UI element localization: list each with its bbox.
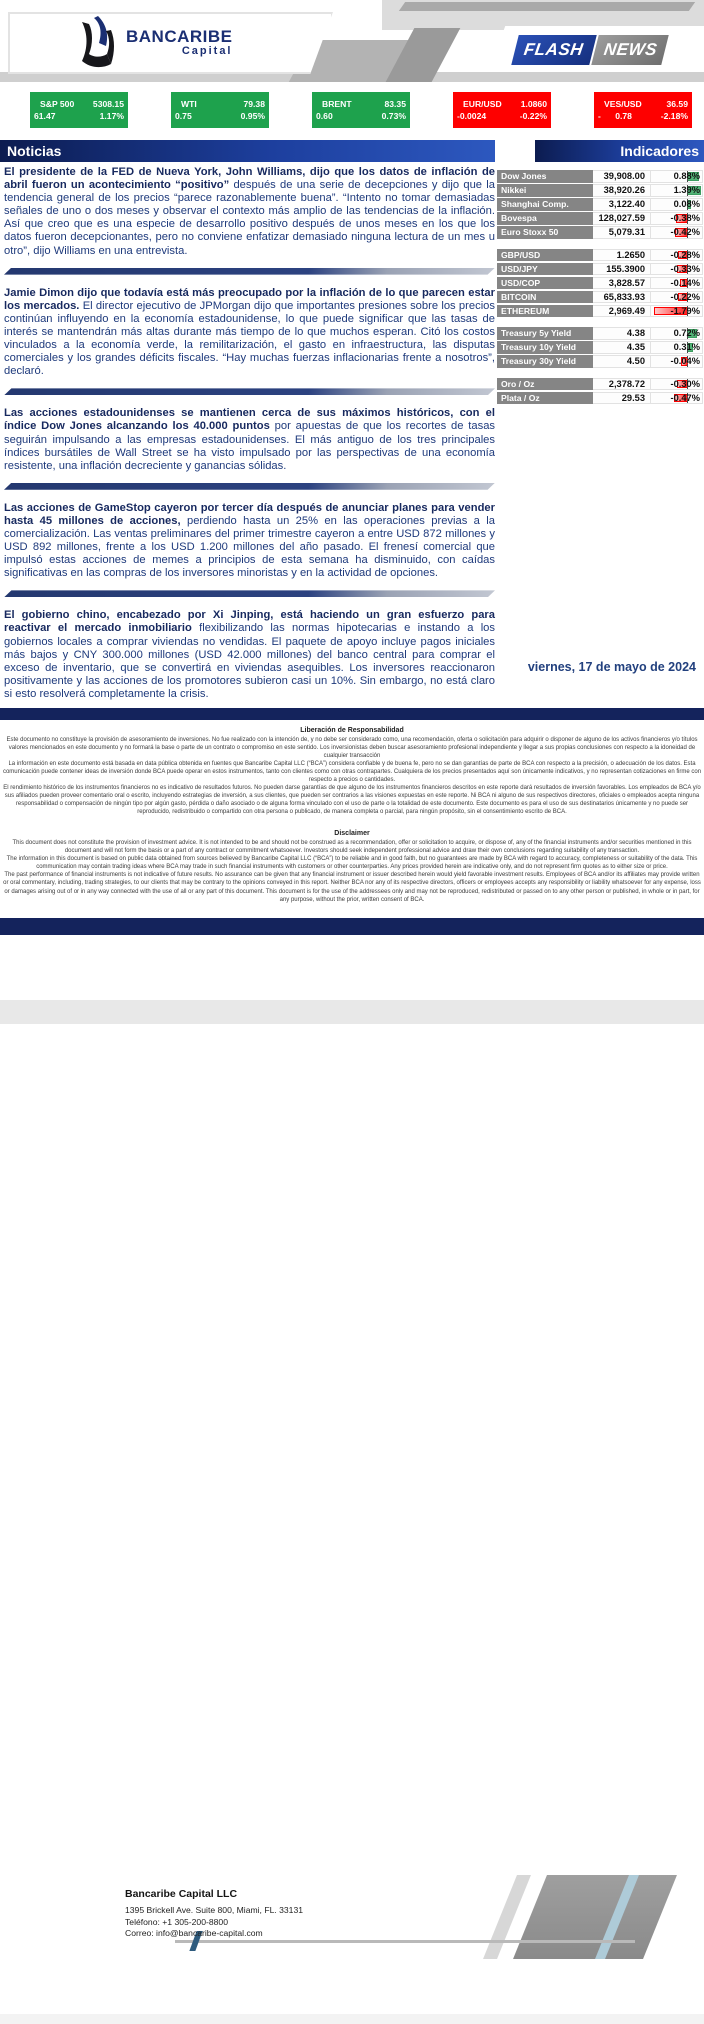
indicator-label: GBP/USD (497, 249, 593, 262)
indicator-row (497, 170, 703, 183)
flash-label: FLASH (523, 40, 586, 59)
indicator-value: 3,122.40 (593, 198, 651, 211)
indicator-change-cell (651, 378, 703, 391)
ticker-top-row (594, 98, 692, 110)
disclaimer-en-title: Disclaimer (334, 830, 370, 838)
ticker-name: BRENT (322, 99, 352, 109)
ticker-name: VES/USD (604, 99, 642, 109)
ticker-change: - 0.78 (598, 111, 632, 121)
indicator-change-cell (651, 277, 703, 290)
indicator-change-cell (651, 212, 703, 225)
paragraph-divider (4, 590, 495, 597)
indicator-value: 2,969.49 (593, 305, 651, 318)
indicator-change-cell (651, 355, 703, 368)
indicator-label: USD/COP (497, 277, 593, 290)
indicator-change-cell (651, 263, 703, 276)
indicator-change-text: 1.39% (673, 185, 700, 195)
ticker-wti (171, 92, 269, 128)
logo-subtitle: Capital (181, 45, 233, 57)
disclaimer-es-paragraph: Este documento no constituye la provisión de asesoramiento de inversiones. No fue realizado con la intención de, y no debe ser considerado como, una recomendación, oferta o solicitación para adquirir o disponer de alguno de los activos financieros y/o títulos valores mencionados en este documento y no formará la base o parte de un contrato o compromiso en este sentido. Los inversionistas deben buscar asesoramiento profesional independiente y llegar a sus propias conclusiones con respecto a la idoneidad de cualquier transacción (6, 737, 698, 760)
news-paragraph: El gobierno chino, encabezado por Xi Jinping, está haciendo un gran esfuerzo para reactivar el mercado inmobiliario flexibilizando las normas hipotecarias e instando a los gobiernos locales a comprar viviendas no vendidas. El paquete de apoyo incluye pagos iniciales más bajos y CNY 300.000 millones (USD 42.000 millones) del banco central para comprar el exceso de inventario, que se convertirá en viviendas asequibles. Los inversores reaccionaron positivamente y las acciones de los promotores subieron casi un 10%. Sin embargo, no está claro si esto resolverá completamente la crisis. (4, 609, 495, 700)
indicator-change-text: 0.88% (673, 171, 700, 181)
paragraph-divider (4, 483, 495, 490)
news-paragraph: Las acciones de GameStop cayeron por tercer día después de anunciar planes para vender hasta 45 millones de acciones, perdiendo hasta un 25% en las operaciones previas a la comercialización. Las ventas preliminares del primer trimestre cayeron a entre USD 872 millones y USD 892 millones, frente a los USD 1.200 millones del año pasado. El frenesí comercial que impulsó estas acciones de memes a principios de esta semana ha disminuido, con caídas significativas en las compras de los inversores minoristas y en la actividad de opciones. (4, 501, 495, 580)
logo-wordmark: BANCARIBE (126, 27, 233, 46)
indicator-value: 29.53 (593, 392, 651, 405)
indicator-label: ETHEREUM (497, 305, 593, 318)
indicator-group (497, 249, 703, 318)
ticker-name: WTI (181, 99, 197, 109)
footer-contact (125, 1888, 303, 1940)
paragraph-divider (4, 388, 495, 395)
indicator-row (497, 226, 703, 239)
ticker-bottom-row (171, 110, 269, 122)
news-paragraph-lead: El presidente de la FED de Nueva York, John Williams, dijo que los datos de inflación de abril fueron un acontecimiento “positivo” (4, 166, 495, 192)
paragraph-divider (4, 268, 495, 275)
indicator-value: 4.35 (593, 341, 651, 354)
indicator-value: 39,908.00 (593, 170, 651, 183)
indicator-value: 3,828.57 (593, 277, 651, 290)
indicator-row (497, 392, 703, 405)
ticker-bottom-row (594, 110, 692, 122)
ticker-percent: -2.18% (660, 111, 688, 121)
indicator-row (497, 249, 703, 262)
page-footer (0, 935, 704, 1939)
ticker-row (30, 92, 692, 128)
disclaimer-es (2, 727, 702, 816)
news-list (4, 166, 495, 711)
indicator-row (497, 212, 703, 225)
indicator-label: USD/JPY (497, 263, 593, 276)
indicator-label: Treasury 10y Yield (497, 341, 593, 354)
indicator-change-text: 0.08% (673, 199, 700, 209)
news-paragraph: Las acciones estadounidenses se mantienen cerca de sus máximos históricos, con el índice Dow Jones alcanzando los 40.000 puntos por apuestas de que los recortes de tasas seguirán impulsando a las empresas estadounidenses. El más antiguo de los tres principales índices bursátiles de Wall Street se ha visto impulsado por las perspectivas de una economía resistente, una inflación decreciente y ganancias sólidas. (4, 407, 496, 472)
indicator-change-text: 0.31% (673, 342, 700, 352)
indicator-label: Treasury 5y Yield (497, 327, 593, 340)
logo-text (126, 28, 233, 57)
footer-address: 1395 Brickell Ave. Suite 800, Miami, FL. 33131 (125, 1905, 304, 1915)
disclaimer-en-paragraph: The information in this document is based on public data obtained from sources believed by Bancaribe Capital LLC (“BCA”) to be reliable and in good faith, but no guarantees are made by BCA with regard to accuracy, completeness or suitability of the data. This communication may contain trading ideas where BCA may trade in such financial instruments with customers or other counterparties. Any prices provided herein are indicative only, and do not represent firm quotes as to either size or price. (6, 856, 698, 871)
ticker-value: 36.59 (666, 99, 688, 109)
ticker-change: 0.60 (316, 111, 333, 121)
indicator-value: 65,833.93 (593, 291, 651, 304)
disclaimer-es-paragraph: El rendimiento histórico de los instrumentos financieros no es indicativo de resultados futuros. No pueden darse garantías de que alguno de los instrumentos financieros descritos en este reporte dará resultados de inversión favorables. Los empleados de BCA y/o sus afiliados pueden proveer comentario oral o escrito, incluyendo estrategias de inversión, a sus clientes, que pueden ser contrarios a las visiones expuestas en este reporte. Ni BCA ni alguno de sus respectivos directores, oficiales o empleados acepta ninguna responsabilidad o compensación de ningún tipo por algún gasto, pérdida o daño asociado o de alguna forma vinculado con el uso de parte o la totalidad de este documento. Este documento es para el uso de sus destinatarios únicamente y no puede ser reproducido, redistribuido o compartido con otra persona o publicado, de manera completa o parcial, para ningún propósito, sin el consentimiento escrito de BCA. (3, 785, 701, 816)
footer-email[interactable]: Correo: info@bancaribe-capital.com (125, 1928, 263, 1939)
indicator-change-text: -0.47% (670, 392, 700, 403)
ticker-value: 5308.15 (92, 99, 124, 109)
noticias-header (0, 140, 495, 162)
indicator-row (497, 277, 703, 290)
indicator-label: Treasury 30y Yield (497, 355, 593, 368)
ticker-percent: 1.17% (99, 111, 124, 121)
indicator-label: BITCOIN (497, 291, 593, 304)
ticker-percent: 0.95% (240, 111, 265, 121)
indicator-label: Euro Stoxx 50 (497, 226, 593, 239)
bancaribe-logo-icon (78, 16, 122, 70)
indicator-change-cell (651, 291, 703, 304)
news-badge (591, 35, 668, 65)
ticker-s-p-500 (30, 92, 128, 128)
ticker-value: 1.0860 (520, 99, 547, 109)
divider-bar-top (0, 708, 704, 720)
indicator-value: 4.50 (593, 355, 651, 368)
news-paragraph-lead: El gobierno chino, encabezado por Xi Jinping, está haciendo un gran esfuerzo para reactivar el mercado inmobiliario (4, 609, 495, 635)
indicator-change-text: -0.38% (670, 213, 700, 223)
indicator-value: 5,079.31 (593, 226, 651, 239)
divider-bar-bottom (0, 918, 704, 935)
ticker-name: S&P 500 (40, 99, 75, 109)
indicator-change-cell (651, 184, 703, 197)
indicadores-title: Indicadores (620, 143, 699, 159)
indicator-change-text: -0.04% (670, 356, 700, 366)
news-paragraph-lead: Jamie Dimon dijo que todavía está más preocupado por la inflación de lo que parecen estar los mercados. (4, 286, 495, 312)
indicator-change-cell (651, 341, 703, 354)
disclaimer-es-paragraphs (2, 736, 702, 816)
ticker-percent: -0.22% (519, 111, 547, 121)
indicator-row (497, 305, 703, 318)
indicator-label: Dow Jones (497, 170, 593, 183)
ticker-top-row (30, 98, 128, 110)
ticker-percent: 0.73% (381, 111, 406, 121)
indicator-change-text: -1.79% (670, 305, 700, 316)
indicator-change-text: -0.42% (670, 227, 700, 237)
news-label: NEWS (602, 40, 658, 59)
disclaimer-en-paragraph: This document does not constitute the provision of investment advice. It is not intended to be and should not be construed as a recommendation, offer or solicitation to acquire, or dispose of, any of the financial instruments and/or securities mentioned in this document and will not form the basis or a part of any contract or commitment whatsoever. Investors should seek independent professional advice and draw their own conclusions regarding suitability of any transaction. (12, 840, 692, 855)
news-paragraph-lead: Las acciones de GameStop cayeron por tercer día después de anunciar planes para vender hasta 45 millones de acciones, (4, 501, 495, 527)
ticker-ves-usd (594, 92, 692, 128)
ticker-value: 79.38 (243, 99, 265, 109)
indicator-label: Bovespa (497, 212, 593, 225)
indicator-value: 155.3900 (593, 263, 651, 276)
indicator-change-text: -0.14% (670, 277, 700, 288)
indicator-change-cell (651, 170, 703, 183)
indicator-change-cell (651, 392, 703, 405)
ticker-change: 61.47 (34, 111, 56, 121)
indicator-row (497, 327, 703, 340)
indicator-change-text: -0.28% (670, 249, 700, 260)
indicator-row (497, 355, 703, 368)
footer-phone: Teléfono: +1 305-200-8800 (125, 1916, 228, 1927)
indicator-group (497, 327, 703, 368)
indicator-change-cell (651, 327, 703, 340)
indicator-change-text: -0.30% (670, 378, 700, 389)
indicator-row (497, 263, 703, 276)
disclaimers (2, 727, 702, 904)
indicator-label: Plata / Oz (497, 392, 593, 405)
indicator-label: Nikkei (497, 184, 593, 197)
indicator-change-cell (651, 198, 703, 211)
ticker-name: EUR/USD (463, 99, 502, 109)
indicator-change-cell (651, 249, 703, 262)
news-paragraph: Jamie Dimon dijo que todavía está más preocupado por la inflación de lo que parecen estar los mercados. El director ejecutivo de JPMorgan dijo que importantes presiones sobre los precios continúan influyendo en la economía estadounidense, lo que puede significar que las tasas de interés se mantendrán más altas durante más tiempo de lo que muchos esperan. Citó los costos vinculados a la economía verde, la remilitarización, el gasto en infraestructura, las disputas comerciales y los grandes déficits fiscales. “Hay muchas fuerzas inflacionarias frente a nosotros”, declaró. (4, 286, 495, 378)
indicator-group (497, 170, 703, 239)
ticker-top-row (312, 98, 410, 110)
indicator-label: Shanghai Comp. (497, 198, 593, 211)
ticker-change: 0.75 (175, 111, 192, 121)
news-paragraph: El presidente de la FED de Nueva York, John Williams, dijo que los datos de inflación de abril fueron un acontecimiento “positivo” después de una serie de decepciones y dijo que la tendencia general de los precios “parece razonablemente buena”. “Intento no tomar demasiadas señales de uno o dos meses y observar el contexto más amplio de las tendencias de la inflación. Así que creo que es una especie de desarrollo positivo después de unos meses en los que los datos fueron decepcionantes, pero no conviene enfatizar demasiado ninguna lectura de un mes u otro”, dijo Williams en una entrevista. (4, 166, 495, 257)
indicator-change-text: 0.72% (673, 328, 700, 338)
bancaribe-logo (78, 16, 233, 70)
issue-date: viernes, 17 de mayo de 2024 (527, 660, 696, 674)
ticker-brent (312, 92, 410, 128)
bottom-band-inner (0, 2014, 704, 2024)
indicator-row (497, 378, 703, 391)
disclaimer-en-paragraph: The past performance of financial instruments is not indicative of future results. No assurance can be given that any financial instrument or issuer described herein would yield favorable investment results. Employees of BCA and/or its affiliates may provide written or oral commentary, including, trading strategies, to our clients that may be contrary to the opinions conveyed in this report. Neither BCA nor any of its respective directors, officers or employees accepts any responsibility or liability whatsoever for any expense, loss or damages arising out of or in any way connected with the use of all or any part of this document. This document is for the use of the addressees only and may not be reproduced, redistributed or passed on to any other person or published, in whole or in part, for any purpose, without the prior, written consent of BCA. (3, 872, 701, 903)
flash-badge (511, 35, 596, 65)
indicator-change-cell (651, 226, 703, 239)
indicator-row (497, 198, 703, 211)
ticker-value: 83.35 (384, 99, 406, 109)
indicadores-header (535, 140, 704, 162)
page-header (0, 0, 704, 86)
indicators-table (497, 170, 703, 414)
indicator-value: 1.2650 (593, 249, 651, 262)
disclaimer-en (2, 830, 702, 903)
indicator-change-cell (651, 305, 703, 318)
disclaimer-en-paragraphs (2, 839, 702, 903)
news-paragraph-lead: Las acciones estadounidenses se mantienen cerca de sus máximos históricos, con el índice Dow Jones alcanzando los 40.000 puntos (4, 407, 495, 433)
indicator-row (497, 291, 703, 304)
indicator-row (497, 184, 703, 197)
ticker-bottom-row (453, 110, 551, 122)
disclaimer-es-title: Liberación de Responsabilidad (300, 727, 404, 734)
header-deco-band-dark (399, 2, 695, 11)
indicator-label: Oro / Oz (497, 378, 593, 391)
ticker-top-row (453, 98, 551, 110)
footer-company-name: Bancaribe Capital LLC (125, 1888, 238, 1900)
ticker-top-row (171, 98, 269, 110)
indicator-value: 4.38 (593, 327, 651, 340)
indicator-value: 128,027.59 (593, 212, 651, 225)
noticias-title: Noticias (7, 143, 62, 159)
indicator-change-text: -0.22% (670, 291, 700, 302)
ticker-bottom-row (30, 110, 128, 122)
ticker-change: -0.0024 (457, 111, 487, 121)
ticker-bottom-row (312, 110, 410, 122)
indicator-row (497, 341, 703, 354)
indicator-group (497, 378, 703, 405)
indicator-change-text: -0.33% (670, 263, 700, 274)
disclaimer-es-paragraph: La información en este documento está basada en data pública obtenida en fuentes que Bancaribe Capital LLC (“BCA”) considera confiable y de buena fe, pero no se dan garantías de parte de BCA con respecto a la precisión, o adecuación de los datos. Esta comunicación puede contener ideas de inversión donde BCA puede operar en estos instrumentos, tanto con clientes como con otras contrapartes. Cualquiera de los precios presentados aquí son únicamente indicativos, y no representan cotizaciones en firme con respecto a precios o cantidades. (2, 761, 702, 784)
indicator-value: 2,378.72 (593, 378, 651, 391)
indicator-value: 38,920.26 (593, 184, 651, 197)
bottom-band (0, 1000, 704, 1024)
ticker-eur-usd (453, 92, 551, 128)
